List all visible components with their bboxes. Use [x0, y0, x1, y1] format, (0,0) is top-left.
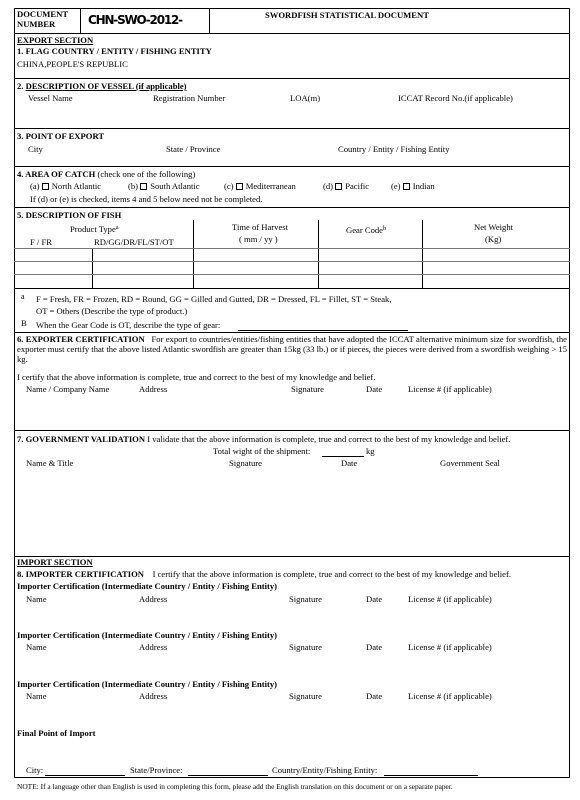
final-state-label: State/Province:: [130, 765, 183, 775]
product-type-label: Product Type: [70, 224, 116, 234]
importer-3-license-label: License # (if applicable): [408, 691, 492, 701]
area-of-catch-note: (check one of the following): [97, 169, 196, 179]
mediterranean-checkbox[interactable]: [236, 183, 243, 190]
total-weight-field[interactable]: [322, 448, 364, 457]
exporter-signature-label: Signature: [291, 384, 324, 394]
importer-2-signature-label: Signature: [289, 642, 322, 652]
final-city-label: City:: [26, 765, 44, 775]
importer-2-license-label: License # (if applicable): [408, 642, 492, 652]
export-section-title: EXPORT SECTION: [17, 35, 94, 45]
product-codes-header: RD/GG/DR/FL/ST/OT: [94, 237, 174, 247]
total-weight-unit: kg: [366, 446, 375, 456]
import-section-title: IMPORT SECTION: [17, 557, 93, 567]
gear-description-field[interactable]: [238, 322, 408, 331]
pacific-checkbox[interactable]: [335, 183, 342, 190]
exporter-license-label: License # (if applicable): [408, 384, 492, 394]
product-type-header: [70, 225, 119, 235]
area-option-a-letter: (a): [30, 181, 40, 191]
area-option-d: [323, 182, 369, 192]
net-weight-unit: (Kg): [485, 234, 502, 244]
note-a-marker: a: [21, 292, 25, 301]
mediterranean-label: Mediterranean: [245, 181, 296, 191]
flag-country-value[interactable]: CHINA,PEOPLE'S REPUBLIC: [17, 59, 128, 69]
exporter-certification-title: 6. EXPORTER CERTIFICATION: [17, 334, 145, 344]
gear-code-footnote-b: b: [383, 225, 387, 232]
area-option-c-letter: (c): [224, 181, 234, 191]
importer-2-name-label: Name: [26, 642, 47, 652]
fish-table-divider: [193, 220, 194, 288]
doc-number-label-2: NUMBER: [17, 19, 56, 29]
vessel-section-number: 2.: [17, 81, 24, 91]
time-of-harvest-header: Time of Harvest: [232, 222, 289, 232]
fish-table-divider: [318, 220, 319, 288]
importer-heading-1: Importer Certification (Intermediate Country / Entity / Fishing Entity): [17, 581, 278, 591]
area-of-catch-footnote: If (d) or (e) is checked, items 4 and 5 below need not be completed.: [30, 194, 263, 204]
fish-table-row[interactable]: [14, 261, 570, 262]
flag-country-title: 1. FLAG COUNTRY / ENTITY / FISHING ENTITY: [17, 46, 212, 56]
exporter-certification-block: [17, 335, 567, 365]
doc-number-label-1: DOCUMENT: [17, 9, 69, 19]
fish-table-divider: [422, 220, 423, 288]
area-option-b-letter: (b): [128, 181, 139, 191]
export-country-label: Country / Entity / Fishing Entity: [338, 144, 450, 154]
importer-2-address-label: Address: [139, 642, 168, 652]
importer-1-license-label: License # (if applicable): [408, 594, 492, 604]
vessel-name-label: Vessel Name: [28, 93, 73, 103]
indian-label: Indian: [412, 181, 435, 191]
area-option-b: [128, 182, 200, 192]
ff-column-header: F / FR: [30, 237, 52, 247]
note-b-marker: B: [21, 318, 27, 328]
exporter-address-label: Address: [139, 384, 168, 394]
government-validation-text: I validate that the above information is complete, true and correct to the best of my knowledge and belief.: [147, 434, 511, 444]
area-option-c: [224, 182, 296, 192]
importer-1-name-label: Name: [26, 594, 47, 604]
indian-checkbox[interactable]: [403, 183, 410, 190]
export-city-label: City: [28, 144, 43, 154]
final-city-field[interactable]: [45, 767, 125, 776]
importer-3-address-label: Address: [139, 691, 168, 701]
importer-2-date-label: Date: [366, 642, 383, 652]
gear-code-header: [346, 226, 386, 236]
importer-certification-text: I certify that the above information is complete, true and correct to the best of my knowledge and belief.: [152, 569, 511, 579]
fish-table-divider: [92, 248, 93, 288]
government-validation-title: 7. GOVERNMENT VALIDATION: [17, 434, 146, 444]
area-option-e-letter: (e): [391, 181, 401, 191]
net-weight-header: Net Weight: [474, 222, 514, 232]
government-validation-header: [17, 435, 510, 445]
importer-1-date-label: Date: [366, 594, 383, 604]
importer-certification-title: 8. IMPORTER CERTIFICATION: [17, 569, 144, 579]
area-of-catch-header: [17, 170, 195, 180]
importer-heading-3: Importer Certification (Intermediate Country / Entity / Fishing Entity): [17, 679, 278, 689]
north-atlantic-label: North Atlantic: [51, 181, 102, 191]
description-of-fish-title: 5. DESCRIPTION OF FISH: [17, 210, 122, 220]
area-of-catch-title: 4. AREA OF CATCH: [17, 169, 96, 179]
south-atlantic-label: South Atlantic: [150, 181, 200, 191]
doc-number-value[interactable]: CHN-SWO-2012-: [88, 13, 182, 27]
loa-label: LOA(m): [290, 93, 321, 103]
export-state-label: State / Province: [166, 144, 221, 154]
importer-3-date-label: Date: [366, 691, 383, 701]
note-a-line-1: F = Fresh, FR = Frozen, RD = Round, GG = Gilled and Gutted, DR = Dressed, FL = Fillet, ST = Steak,: [36, 294, 392, 304]
note-a-line-2: OT = Others (Describe the type of product.): [36, 306, 188, 316]
final-country-label: Country/Entity/Fishing Entity:: [272, 765, 378, 775]
footer-note: NOTE: If a language other than English is used in completing this form, please add the English translation on this document or on a separate paper.: [17, 782, 453, 791]
total-weight-label: Total wight of the shipment:: [213, 446, 311, 456]
importer-3-name-label: Name: [26, 691, 47, 701]
exporter-certify-statement: I certify that the above information is complete, true and correct to the best of my knowledge and belief.: [17, 372, 376, 382]
importer-heading-2: Importer Certification (Intermediate Country / Entity / Fishing Entity): [17, 630, 278, 640]
vessel-section-label: DESCRIPTION OF VESSEL (if applicable): [25, 81, 187, 91]
fish-table-row[interactable]: [14, 274, 570, 275]
exporter-certification-text: For export to countries/entities/fishing entities that have adopted the ICCAT alternative minimum size for swordfish, the exporter must certify that the above listed Atlantic swordfish are greater than 15kg (33 lb.) or if pieces, the pieces were derived from a swordfish weighing > 15 kg.: [17, 334, 567, 364]
product-type-footnote-a: a: [115, 224, 119, 231]
registration-number-label: Registration Number: [153, 93, 226, 103]
importer-certification-header: [17, 570, 511, 580]
note-b-text: When the Gear Code is OT, describe the type of gear:: [36, 320, 221, 330]
gov-seal-label: Government Seal: [440, 458, 500, 468]
final-country-field[interactable]: [384, 767, 478, 776]
form-title: SWORDFISH STATISTICAL DOCUMENT: [265, 10, 429, 20]
gear-code-label: Gear Code: [346, 225, 383, 235]
iccat-record-label: ICCAT Record No.(if applicable): [398, 93, 513, 103]
final-point-of-import-title: Final Point of Import: [17, 728, 96, 738]
final-state-field[interactable]: [188, 767, 268, 776]
gov-signature-label: Signature: [229, 458, 262, 468]
importer-1-address-label: Address: [139, 594, 168, 604]
gov-name-title-label: Name & Title: [26, 458, 74, 468]
vessel-section-title: [17, 82, 187, 92]
south-atlantic-checkbox[interactable]: [140, 183, 147, 190]
area-option-d-letter: (d): [323, 181, 334, 191]
gov-date-label: Date: [341, 458, 358, 468]
pacific-label: Pacific: [345, 181, 370, 191]
exporter-date-label: Date: [366, 384, 383, 394]
north-atlantic-checkbox[interactable]: [42, 183, 49, 190]
area-option-a: [30, 182, 101, 192]
importer-3-signature-label: Signature: [289, 691, 322, 701]
area-option-e: [391, 182, 435, 192]
point-of-export-title: 3. POINT OF EXPORT: [17, 131, 105, 141]
exporter-name-label: Name / Company Name: [26, 384, 110, 394]
time-of-harvest-unit: ( mm / yy ): [239, 234, 278, 244]
importer-1-signature-label: Signature: [289, 594, 322, 604]
